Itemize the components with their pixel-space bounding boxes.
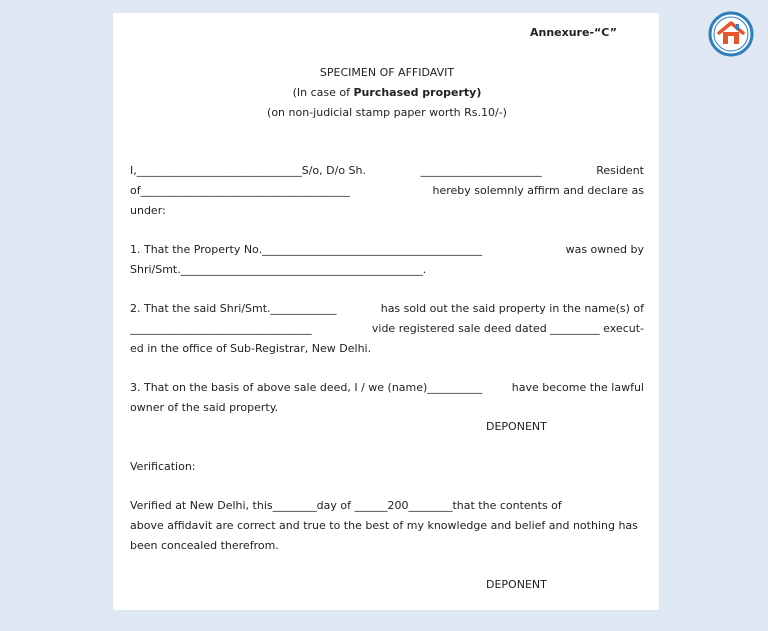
p1-line-1	[130, 240, 644, 260]
p2-line-3: ed in the office of Sub-Registrar, New Delhi.	[130, 342, 372, 355]
verification-heading: Verification:	[130, 460, 196, 473]
verification-paragraph	[130, 496, 644, 556]
intro-line-1	[130, 161, 644, 181]
verification-line-3: been concealed therefrom.	[130, 539, 279, 552]
intro-line-2-a: of______________________________________	[130, 184, 350, 197]
affidavit-stamp-note: (on non-judicial stamp paper worth Rs.10/-)	[267, 106, 507, 119]
p1-line-1-b: was owned by	[565, 243, 644, 256]
p3-line-1	[130, 378, 644, 398]
deponent-label-2: DEPONENT	[486, 578, 547, 591]
intro-line-1-c: Resident	[596, 164, 644, 177]
annexure-label: Annexure-“C”	[530, 26, 617, 39]
intro-line-1-a: I,______________________________S/o, D/o Sh.	[130, 164, 367, 177]
p2-line-2-b: vide registered sale deed dated _________ execut-	[371, 322, 644, 335]
subtitle-prefix: (In case of	[292, 86, 354, 99]
p1-line-2: Shri/Smt.____________________________________________.	[130, 263, 427, 276]
p2-line-1-b: has sold out the said property in the name(s) of	[380, 302, 644, 315]
house-logo-icon	[708, 11, 754, 57]
p2-line-1	[130, 299, 644, 319]
intro-paragraph	[130, 161, 644, 221]
p3-line-1-a: 3. That on the basis of above sale deed, I / we (name)__________	[130, 381, 483, 394]
paragraph-1	[130, 240, 644, 280]
intro-line-3: under:	[130, 204, 166, 217]
affidavit-title: SPECIMEN OF AFFIDAVIT	[319, 66, 455, 79]
p3-line-1-b: have become the lawful	[511, 381, 644, 394]
p2-line-1-a: 2. That the said Shri/Smt.____________	[130, 302, 337, 315]
intro-line-2-b: hereby solemnly affirm and declare as	[432, 184, 644, 197]
paragraph-3	[130, 378, 644, 418]
p2-line-2	[130, 319, 644, 339]
intro-line-1-b: ______________________	[420, 164, 542, 177]
p2-line-2-a: _________________________________	[130, 322, 312, 335]
subtitle-bold: Purchased property)	[353, 86, 482, 99]
verification-line-2: above affidavit are correct and true to the best of my knowledge and belief and nothing has	[130, 519, 638, 532]
affidavit-subtitle	[130, 83, 644, 103]
p1-line-1-a: 1. That the Property No.________________________________________	[130, 243, 483, 256]
paragraph-2	[130, 299, 644, 359]
verification-line-1: Verified at New Delhi, this________day of ______200________that the contents of	[130, 499, 562, 512]
verification-label	[130, 457, 644, 477]
deponent-label-1: DEPONENT	[486, 420, 547, 433]
p3-line-2: owner of the said property.	[130, 401, 279, 414]
document-page	[113, 13, 659, 610]
intro-line-2	[130, 181, 644, 201]
